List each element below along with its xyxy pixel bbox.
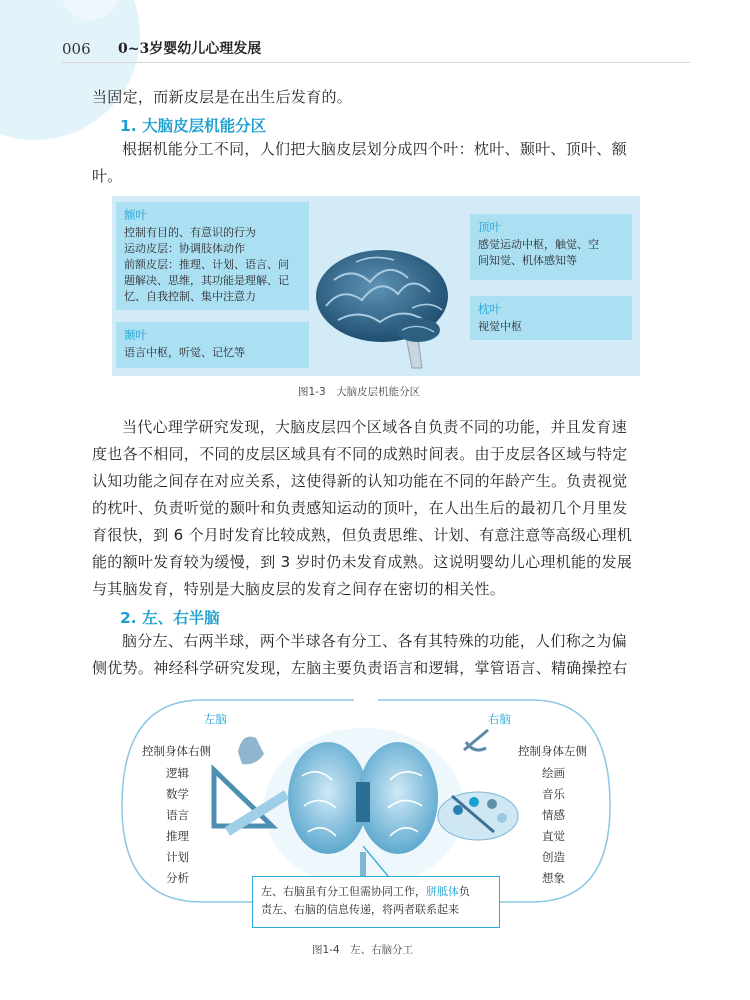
right-function: 想象 [542,871,565,885]
paragraph-0: 当固定，而新皮层是在出生后发育的。 [92,88,353,106]
running-title: 0~3岁婴幼儿心理发展 [118,41,262,57]
left-brain-title: 左脑 [204,712,227,726]
left-function: 语言 [166,808,189,822]
frontal-line: 前额皮层：推理、计划、语言、问 [124,258,289,271]
right-function: 创造 [542,850,565,864]
right-function: 绘画 [542,766,565,780]
occipital-lobe-title: 枕叶 [478,302,501,316]
right-function: 控制身体左侧 [518,744,587,758]
left-function: 分析 [166,871,189,885]
figure-1-4-caption: 图1-4 左、右脑分工 [312,944,414,956]
corner-decoration [0,0,140,140]
note-text-b: 负 [459,885,470,898]
occipital-lobe-box [470,296,632,340]
figure-cortex-areas [112,196,640,376]
note-text-a: 左、右脑虽有分工但需协同工作， [261,885,426,898]
temporal-line: 语言中枢，听觉、记忆等 [124,346,245,359]
right-function: 直觉 [542,829,565,843]
frontal-line: 忆、自我控制、集中注意力 [124,290,256,303]
occipital-line: 视觉中枢 [478,320,522,333]
parietal-lobe-title: 顶叶 [478,220,501,234]
corpus-callosum-note [252,876,500,928]
paragraph-2: 当代心理学研究发现，大脑皮层四个区域各自负责不同的功能，并且发育速度也各不相同，不同的皮层区域具有不同的成熟时间表。由于皮层各区域与特定认知功能之间存在对应关系，这使得新的认知功能在不同的年龄产生。负责视觉的枕叶、负责听觉的颞叶和负责感知运动的顶叶，在人出生后的最初几个月里发育很快，到 6 个月时发育比较成熟，但负责思维、计划、有意注意等高级心理机能的额叶发育较为缓慢，到 3 岁时仍未发育成熟。这说明婴幼儿心理机能的发展与其脑发育，特别是大脑皮层的发育之间存在密切的相关性。 [92,418,633,598]
heading-1: 1. 大脑皮层机能分区 [120,117,267,135]
frontal-line: 题解决、思维，其功能是理解、记 [124,274,289,287]
temporal-lobe-title: 颞叶 [124,328,147,342]
frontal-line: 运动皮层：协调肢体动作 [124,242,245,255]
note-highlight: 胼胝体 [426,885,459,898]
frontal-line: 控制有目的、有意识的行为 [124,226,256,239]
frontal-lobe-title: 额叶 [124,208,147,222]
left-function: 计划 [166,850,189,864]
heading-2: 2. 左、右半脑 [120,609,220,627]
paragraph-1: 根据机能分工不同，人们把大脑皮层划分成四个叶：枕叶、颞叶、顶叶、额叶。 [92,140,627,185]
page-number: 006 [62,40,91,58]
left-function: 逻辑 [166,766,189,780]
right-function: 情感 [542,808,565,822]
right-function: 音乐 [542,787,565,801]
left-function: 控制身体右侧 [142,744,211,758]
figure-1-3-caption: 图1-3 大脑皮层机能分区 [298,386,421,398]
parietal-line: 间知觉、机体感知等 [478,254,577,267]
right-brain-title: 右脑 [488,712,511,726]
header-rule [62,62,690,63]
paragraph-3: 脑分左、右两半球，两个半球各有分工、各有其特殊的功能，人们称之为偏侧优势。神经科学研究发现，左脑主要负责语言和逻辑，掌管语言、精确操控右 [92,632,628,677]
left-function: 推理 [166,829,189,843]
note-text-c: 责左、右脑的信息传递，将两者联系起来 [261,903,459,916]
parietal-line: 感觉运动中枢，触觉、空 [478,238,599,251]
parietal-lobe-box [470,214,632,280]
temporal-lobe-box [116,322,309,368]
left-function: 数学 [166,787,189,801]
frontal-lobe-box [116,202,309,310]
